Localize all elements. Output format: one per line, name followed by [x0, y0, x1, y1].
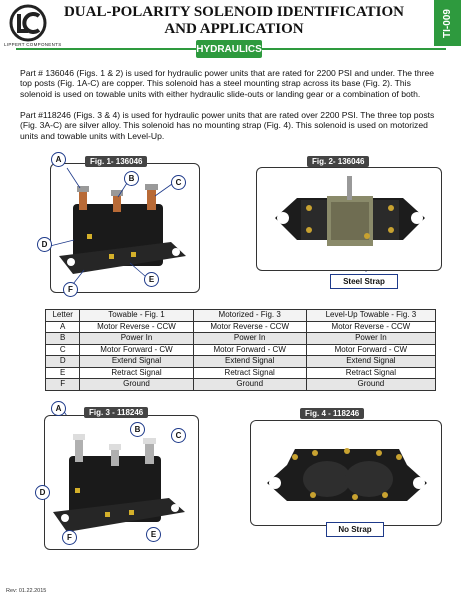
- callout-e: E: [144, 272, 159, 287]
- header-motorized: Motorized - Fig. 3: [193, 310, 306, 322]
- cell-level-up: Motor Reverse - CCW: [306, 321, 435, 333]
- cell-motorized: Extend Signal: [193, 356, 306, 368]
- cell-motorized: Power In: [193, 333, 306, 345]
- cell-letter: B: [46, 333, 80, 345]
- cell-level-up: Retract Signal: [306, 367, 435, 379]
- cell-level-up: Ground: [306, 379, 435, 391]
- figure-1-label: Fig. 1- 136046: [85, 156, 147, 167]
- paragraph-136046: Part # 136046 (Figs. 1 & 2) is used for hydraulic power units that are rated for 2200 PSI and under. The three top posts (Fig. 1A-C) are copper. This solenoid has a steel mounting strap across its base (Fig. 2). This solenoid is used on towable units with either hydraulic slide-outs or landing gear or a combination of both.: [20, 68, 435, 99]
- no-strap-callout: No Strap: [326, 522, 384, 537]
- table-header-row: [46, 310, 436, 322]
- cell-letter: D: [46, 356, 80, 368]
- table-row: [46, 379, 436, 391]
- cell-letter: E: [46, 367, 80, 379]
- figure-2-image: [256, 167, 442, 271]
- cell-level-up: Motor Forward - CW: [306, 344, 435, 356]
- callout-f: F: [62, 530, 77, 545]
- cell-towable: Extend Signal: [80, 356, 193, 368]
- callout-b: B: [130, 422, 145, 437]
- title-line-2: AND APPLICATION: [164, 21, 304, 37]
- cell-towable: Motor Forward - CW: [80, 344, 193, 356]
- connection-table: [45, 309, 436, 391]
- category-badge: HYDRAULICS: [196, 40, 262, 58]
- cell-level-up: Extend Signal: [306, 356, 435, 368]
- figure-2-label: Fig. 2- 136046: [307, 156, 369, 167]
- cell-towable: Retract Signal: [80, 367, 193, 379]
- cell-letter: A: [46, 321, 80, 333]
- cell-towable: Ground: [80, 379, 193, 391]
- figure-4-label: Fig. 4 - 118246: [300, 408, 364, 419]
- table-row: [46, 367, 436, 379]
- callout-b: B: [124, 171, 139, 186]
- callout-f: F: [63, 282, 78, 297]
- header-letter: Letter: [46, 310, 80, 322]
- cell-letter: F: [46, 379, 80, 391]
- cell-towable: Motor Reverse - CCW: [80, 321, 193, 333]
- table-row: [46, 321, 436, 333]
- figure-4-image: [250, 420, 442, 526]
- callout-c: C: [171, 175, 186, 190]
- callout-e: E: [146, 527, 161, 542]
- figure-3-label: Fig. 3 - 118246: [84, 407, 148, 418]
- revision-date: Rev: 01.22.2015: [6, 588, 47, 594]
- cell-towable: Power In: [80, 333, 193, 345]
- callout-a: A: [51, 401, 66, 416]
- solenoid-base-no-strap-icon: [251, 421, 442, 526]
- logo-text: LIPPERT COMPONENTS: [4, 42, 62, 47]
- callout-a: A: [51, 152, 66, 167]
- callout-d: D: [37, 237, 52, 252]
- callout-d: D: [35, 485, 50, 500]
- doc-id: TI-009: [442, 8, 453, 38]
- table-row: [46, 356, 436, 368]
- steel-strap-callout: Steel Strap: [330, 274, 398, 289]
- header-level-up: Level-Up Towable - Fig. 3: [306, 310, 435, 322]
- title-line-1: DUAL-POLARITY SOLENOID IDENTIFICATION: [63, 4, 405, 20]
- cell-motorized: Retract Signal: [193, 367, 306, 379]
- callout-c: C: [171, 428, 186, 443]
- cell-letter: C: [46, 344, 80, 356]
- cell-motorized: Motor Forward - CW: [193, 344, 306, 356]
- cell-motorized: Ground: [193, 379, 306, 391]
- table-row: [46, 333, 436, 345]
- cell-motorized: Motor Reverse - CCW: [193, 321, 306, 333]
- header-towable: Towable - Fig. 1: [80, 310, 193, 322]
- cell-level-up: Power In: [306, 333, 435, 345]
- paragraph-118246: Part #118246 (Figs. 3 & 4) is used for hydraulic power units that are rated over 2200 PSI. The three top posts (Fig. 3A-C) are silver alloy. This solenoid has no mounting strap (Fig. 4). This solenoid is used on motorized units and towable units with Level-Up.: [20, 110, 435, 141]
- table-row: [46, 344, 436, 356]
- solenoid-base-steel-strap-icon: [257, 168, 442, 271]
